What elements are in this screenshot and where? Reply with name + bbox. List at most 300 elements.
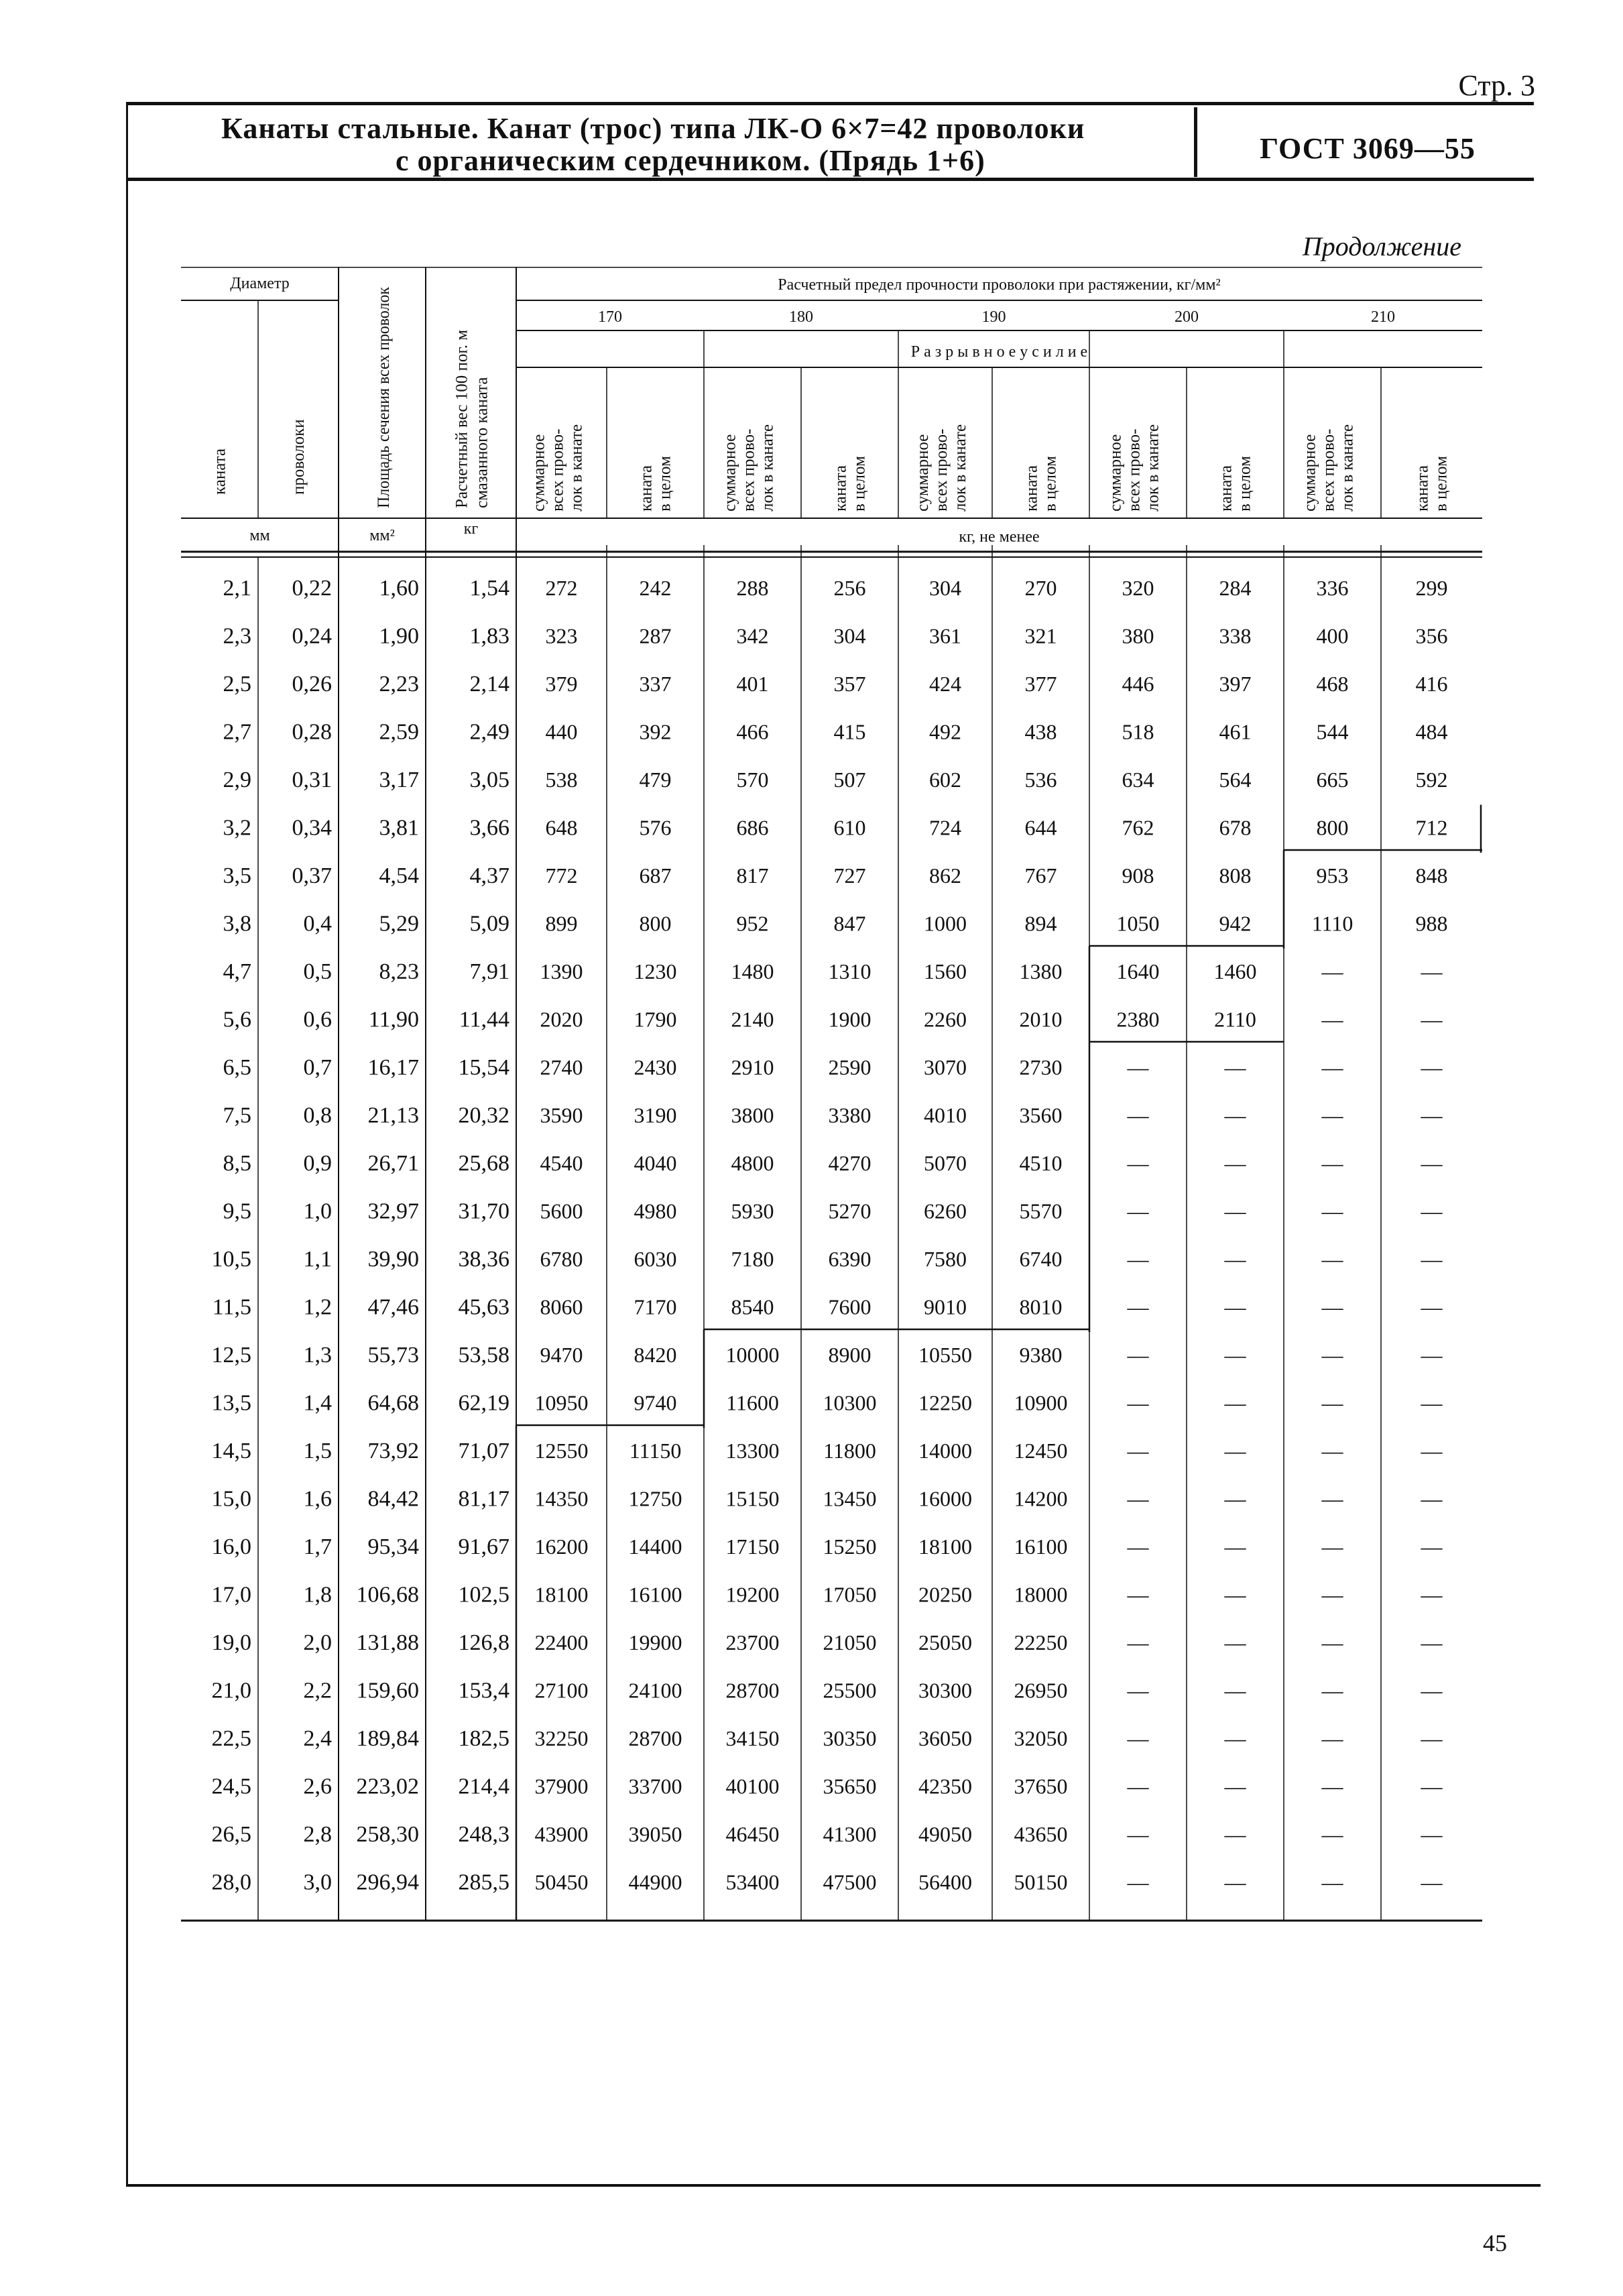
table-cell: 767: [1024, 863, 1057, 888]
table-cell: 762: [1122, 815, 1154, 840]
table-cell: 2,3: [223, 623, 251, 649]
table-cell: 15,54: [458, 1055, 509, 1080]
table-cell: 847: [833, 911, 866, 936]
table-cell: —: [1127, 1534, 1149, 1559]
table-cell: 270: [1024, 576, 1057, 600]
table-cell: 47,46: [367, 1294, 419, 1320]
weight-header-line-2: смазанного каната: [473, 377, 491, 508]
page-label: Стр. 3: [1458, 69, 1535, 102]
whole-rope-header-line-1: каната: [1413, 465, 1432, 511]
table-cell: 10950: [534, 1390, 589, 1415]
table-cell: 3,17: [379, 768, 419, 792]
table-cell: 507: [833, 768, 866, 792]
table-cell: —: [1421, 1199, 1443, 1223]
table-cell: —: [1224, 1103, 1246, 1128]
table-cell: 41300: [823, 1822, 877, 1846]
table-cell: —: [1421, 1774, 1443, 1799]
table-cell: 0,4: [303, 911, 332, 936]
table-cell: —: [1224, 1294, 1246, 1319]
table-cell: 3590: [540, 1103, 583, 1128]
table-cell: 2260: [924, 1007, 967, 1032]
table-cell: —: [1421, 1678, 1443, 1703]
table-cell: 1460: [1213, 959, 1257, 983]
table-cell: 484: [1415, 719, 1448, 744]
table-cell: 648: [545, 815, 578, 840]
table-cell: 6260: [924, 1199, 967, 1223]
table-cell: 32050: [1014, 1726, 1068, 1750]
table-cell: —: [1421, 1582, 1443, 1607]
table-cell: 1,5: [303, 1439, 332, 1463]
table-cell: 37900: [534, 1774, 589, 1799]
table-cell: —: [1224, 1534, 1246, 1559]
table-cell: 610: [833, 815, 866, 840]
table-cell: —: [1127, 1774, 1149, 1799]
document-title-line-2: с органическим сердечником. (Прядь 1+6): [396, 144, 985, 177]
table-cell: 644: [1024, 815, 1057, 840]
table-cell: 1,0: [303, 1199, 332, 1224]
table-cell: —: [1224, 1822, 1246, 1846]
table-cell: 4800: [731, 1151, 774, 1175]
table-cell: 1,7: [303, 1534, 332, 1559]
table-cell: —: [1224, 1774, 1246, 1799]
table-cell: 6,5: [223, 1055, 251, 1080]
table-cell: 39050: [628, 1822, 682, 1846]
table-cell: 19900: [628, 1630, 682, 1654]
table-cell: —: [1127, 1678, 1149, 1703]
table-cell: 894: [1024, 911, 1057, 936]
strength-value-170: 170: [598, 308, 622, 326]
table-cell: 8,5: [223, 1151, 251, 1176]
table-cell: 10000: [725, 1343, 780, 1367]
left-margin-rule: [126, 181, 128, 2185]
table-cell: 18100: [918, 1534, 972, 1559]
table-cell: 33700: [628, 1774, 682, 1799]
wire-diameter-header: проволоки: [290, 419, 308, 495]
table-cell: 380: [1122, 623, 1154, 648]
table-cell: 11150: [629, 1439, 682, 1463]
table-cell: 17150: [725, 1534, 780, 1559]
table-cell: 2740: [540, 1055, 583, 1079]
table-cell: 17050: [823, 1582, 877, 1607]
table-cell: 26,71: [367, 1151, 419, 1176]
table-cell: 2,0: [303, 1630, 332, 1655]
table-cell: —: [1224, 1055, 1246, 1079]
bottom-rule: [126, 2184, 1541, 2187]
table-cell: 2,9: [223, 768, 251, 792]
table-cell: —: [1224, 1390, 1246, 1415]
table-cell: 848: [1415, 863, 1448, 888]
table-cell: 44900: [628, 1870, 682, 1894]
table-cell: 50150: [1014, 1870, 1068, 1894]
table-cell: 8060: [540, 1294, 583, 1319]
table-cell: —: [1224, 1247, 1246, 1271]
table-cell: —: [1321, 1007, 1343, 1032]
table-cell: —: [1127, 1247, 1149, 1271]
table-cell: 400: [1316, 623, 1349, 648]
table-cell: —: [1321, 1678, 1343, 1703]
table-cell: 17,0: [211, 1582, 251, 1608]
table-cell: 3560: [1019, 1103, 1063, 1128]
table-cell: 71,07: [458, 1439, 509, 1463]
table-cell: —: [1224, 1343, 1246, 1367]
table-cell: —: [1321, 1534, 1343, 1559]
table-cell: 3,5: [223, 863, 251, 888]
table-cell: 377: [1024, 672, 1057, 696]
table-cell: —: [1421, 1726, 1443, 1750]
table-cell: 817: [736, 863, 769, 888]
table-cell: 2,59: [379, 719, 419, 745]
table-cell: —: [1321, 1199, 1343, 1223]
table-cell: 2730: [1019, 1055, 1063, 1079]
table-cell: 12450: [1014, 1439, 1068, 1463]
table-cell: 9,5: [223, 1199, 251, 1224]
table-cell: —: [1321, 1103, 1343, 1128]
table-cell: —: [1127, 1726, 1149, 1750]
table-cell: 665: [1316, 768, 1349, 792]
table-cell: 189,84: [356, 1726, 419, 1751]
table-cell: 942: [1219, 911, 1252, 936]
table-cell: 2910: [731, 1055, 774, 1079]
table-cell: 1050: [1116, 911, 1160, 936]
table-cell: 3,81: [379, 815, 419, 841]
table-cell: 14350: [534, 1486, 589, 1511]
table-cell: —: [1127, 1630, 1149, 1654]
document-title-line-1: Канаты стальные. Канат (трос) типа ЛК-О 6×7=42 проволоки: [221, 112, 1085, 145]
table-cell: 284: [1219, 576, 1252, 600]
table-cell: 7600: [828, 1294, 871, 1319]
whole-rope-header-line-2: в целом: [850, 456, 869, 511]
table-cell: 16200: [534, 1534, 589, 1559]
diameter-header: Диаметр: [230, 275, 290, 292]
table-cell: 7,91: [469, 959, 509, 984]
table-cell: 0,22: [292, 576, 332, 601]
table-cell: 544: [1316, 719, 1349, 744]
strength-value-210: 210: [1371, 308, 1395, 326]
strength-value-190: 190: [981, 308, 1006, 326]
table-cell: 686: [736, 815, 769, 840]
table-cell: —: [1224, 1630, 1246, 1654]
table-cell: 35650: [823, 1774, 877, 1799]
table-cell: 1380: [1019, 959, 1063, 983]
table-cell: 1790: [634, 1007, 677, 1032]
table-cell: —: [1224, 1199, 1246, 1223]
table-cell: 337: [639, 672, 672, 696]
table-cell: 446: [1122, 672, 1154, 696]
table-cell: 53400: [725, 1870, 780, 1894]
table-cell: 37650: [1014, 1774, 1068, 1799]
table-cell: 1,1: [303, 1247, 332, 1272]
table-cell: 182,5: [458, 1726, 509, 1751]
table-cell: 256: [833, 576, 866, 600]
table-cell: 38,36: [458, 1247, 509, 1272]
table-cell: 3,8: [223, 911, 251, 936]
table-cell: 304: [929, 576, 961, 600]
table-cell: 21,0: [211, 1678, 251, 1703]
table-cell: 223,02: [356, 1774, 419, 1799]
table-cell: 479: [639, 768, 672, 792]
table-cell: —: [1127, 1151, 1149, 1175]
table-cell: 1,2: [303, 1294, 332, 1320]
table-cell: 6780: [540, 1247, 583, 1271]
table-cell: 1310: [828, 959, 871, 983]
table-cell: 272: [545, 576, 578, 600]
table-cell: 4270: [828, 1151, 871, 1175]
table-cell: 361: [929, 623, 961, 648]
sum-wires-header-line-1: суммарное: [914, 434, 932, 511]
table-cell: 11800: [823, 1439, 876, 1463]
table-cell: 712: [1415, 815, 1448, 840]
table-cell: 56400: [918, 1870, 972, 1894]
sum-wires-header-line-3: лок в канате: [567, 424, 586, 511]
table-cell: 242: [639, 576, 672, 600]
table-cell: 15,0: [211, 1486, 251, 1512]
table-cell: 10900: [1014, 1390, 1068, 1415]
table-cell: —: [1321, 1726, 1343, 1750]
table-cell: 576: [639, 815, 672, 840]
table-cell: 0,34: [292, 815, 332, 841]
table-cell: 438: [1024, 719, 1057, 744]
whole-rope-header-line-2: в целом: [1041, 456, 1060, 511]
table-cell: 31,70: [458, 1199, 509, 1224]
table-cell: 16100: [1014, 1534, 1068, 1559]
table-cell: 5,6: [223, 1007, 251, 1032]
table-cell: 1,3: [303, 1343, 332, 1368]
table-cell: 0,24: [292, 623, 332, 649]
table-cell: 28,0: [211, 1870, 251, 1895]
table-cell: 772: [545, 863, 578, 888]
table-cell: 32250: [534, 1726, 589, 1750]
table-cell: 338: [1219, 623, 1252, 648]
table-cell: 84,42: [367, 1486, 419, 1512]
table-cell: 8540: [731, 1294, 774, 1319]
table-cell: —: [1127, 1822, 1149, 1846]
table-cell: 356: [1415, 623, 1448, 648]
strength-value-180: 180: [789, 308, 813, 326]
table-cell: 55,73: [367, 1343, 419, 1368]
table-cell: 953: [1316, 863, 1349, 888]
table-cell: 10550: [918, 1343, 972, 1367]
table-cell: —: [1321, 1486, 1343, 1511]
table-cell: 0,5: [303, 959, 332, 984]
table-cell: 24,5: [211, 1774, 251, 1799]
table-cell: 159,60: [356, 1678, 419, 1703]
table-cell: —: [1127, 1199, 1149, 1223]
table-cell: —: [1421, 1439, 1443, 1463]
unit-mm: мм: [249, 527, 270, 544]
sum-wires-header-line-3: лок в канате: [1338, 424, 1357, 511]
table-cell: 214,4: [458, 1774, 509, 1799]
table-cell: 2590: [828, 1055, 871, 1079]
table-cell: 95,34: [367, 1534, 419, 1559]
table-cell: 342: [736, 623, 769, 648]
table-cell: 0,6: [303, 1007, 332, 1032]
table-cell: 401: [736, 672, 769, 696]
table-cell: 5930: [731, 1199, 774, 1223]
rope-diameter-header: каната: [211, 448, 229, 495]
table-cell: 379: [545, 672, 578, 696]
table-cell: 988: [1415, 911, 1448, 936]
table-cell: —: [1321, 1390, 1343, 1415]
sum-wires-header-line-2: всех прово-: [933, 428, 951, 511]
table-cell: 3,0: [303, 1870, 332, 1895]
table-cell: 22400: [534, 1630, 589, 1654]
whole-rope-header-line-1: каната: [637, 465, 656, 511]
table-cell: 287: [639, 623, 672, 648]
table-cell: 0,37: [292, 863, 332, 888]
table-cell: —: [1127, 1439, 1149, 1463]
whole-rope-header-line-1: каната: [1217, 465, 1236, 511]
standard-number: ГОСТ 3069—55: [1260, 132, 1476, 165]
table-cell: 468: [1316, 672, 1349, 696]
table-cell: 592: [1415, 768, 1448, 792]
whole-rope-header-line-2: в целом: [1432, 456, 1451, 511]
table-cell: 24100: [628, 1678, 682, 1703]
table-cell: —: [1421, 1294, 1443, 1319]
table-cell: —: [1421, 1055, 1443, 1079]
table-cell: 3190: [634, 1103, 677, 1128]
area-header: Площадь сечения всех проволок: [375, 276, 393, 508]
table-cell: 392: [639, 719, 672, 744]
continuation-label: Продолжение: [1302, 231, 1461, 261]
table-cell: 2,6: [303, 1774, 332, 1799]
table-cell: 2110: [1214, 1007, 1256, 1032]
table-cell: 466: [736, 719, 769, 744]
table-cell: 2,5: [223, 672, 251, 697]
table-cell: 49050: [918, 1822, 972, 1846]
table-cell: 22250: [1014, 1630, 1068, 1654]
table-cell: 1,4: [303, 1390, 332, 1416]
table-cell: 12250: [918, 1390, 972, 1415]
table-cell: 1480: [731, 959, 774, 983]
table-cell: 7580: [924, 1247, 967, 1271]
table-cell: 16,17: [367, 1055, 419, 1080]
table-cell: 26,5: [211, 1822, 251, 1847]
table-cell: 1,60: [379, 576, 419, 601]
strength-header: Расчетный предел прочности проволоки при растяжении, кг/мм²: [778, 276, 1221, 294]
table-cell: 27100: [534, 1678, 589, 1703]
table-cell: 8010: [1019, 1294, 1063, 1319]
sum-wires-header-line-3: лок в канате: [951, 424, 969, 511]
table-cell: 727: [833, 863, 866, 888]
table-cell: 440: [545, 719, 578, 744]
table-cell: 12750: [628, 1486, 682, 1511]
table-cell: —: [1321, 1151, 1343, 1175]
table-cell: 10,5: [211, 1247, 251, 1272]
table-cell: 8,23: [379, 959, 419, 984]
table-cell: 36050: [918, 1726, 972, 1750]
table-cell: —: [1127, 1343, 1149, 1367]
table-cell: 2,14: [469, 672, 509, 697]
whole-rope-header-line-2: в целом: [656, 456, 674, 511]
table-cell: 908: [1122, 863, 1154, 888]
table-cell: 16000: [918, 1486, 972, 1511]
table-cell: —: [1421, 1390, 1443, 1415]
table-cell: 416: [1415, 672, 1448, 696]
table-cell: 7,5: [223, 1103, 251, 1128]
table-cell: —: [1421, 1534, 1443, 1559]
table-cell: —: [1421, 1486, 1443, 1511]
table-cell: 299: [1415, 576, 1448, 600]
table-cell: 14,5: [211, 1439, 251, 1463]
table-cell: 131,88: [356, 1630, 419, 1655]
rope-table-svg: [181, 267, 1482, 1928]
table-cell: 1560: [924, 959, 967, 983]
table-cell: 28700: [628, 1726, 682, 1750]
table-cell: 357: [833, 672, 866, 696]
table-cell: 2,7: [223, 719, 251, 745]
table-cell: —: [1224, 1151, 1246, 1175]
table-cell: —: [1321, 1343, 1343, 1367]
table-cell: 9380: [1019, 1343, 1063, 1367]
table-cell: —: [1421, 1630, 1443, 1654]
strength-value-200: 200: [1175, 308, 1199, 326]
table-cell: 47500: [823, 1870, 877, 1894]
table-cell: 862: [929, 863, 961, 888]
table-cell: 800: [639, 911, 672, 936]
table-cell: 20,32: [458, 1103, 509, 1128]
table-cell: —: [1321, 1774, 1343, 1799]
table-cell: —: [1127, 1582, 1149, 1607]
sum-wires-header-line-2: всех прово-: [1125, 428, 1144, 511]
sum-wires-header-line-1: суммарное: [721, 434, 739, 511]
whole-rope-header-line-1: каната: [831, 465, 850, 511]
table-cell: 4,54: [379, 863, 419, 888]
table-cell: 3070: [924, 1055, 967, 1079]
table-cell: 11,90: [368, 1007, 419, 1032]
header-divider: [1194, 107, 1197, 177]
table-cell: 18100: [534, 1582, 589, 1607]
whole-rope-header-line-2: в целом: [1236, 456, 1254, 511]
whole-rope-header-line-1: каната: [1022, 465, 1041, 511]
table-cell: 461: [1219, 719, 1252, 744]
table-cell: 2,2: [303, 1678, 332, 1703]
table-cell: 288: [736, 576, 769, 600]
sum-wires-header-line-3: лок в канате: [758, 424, 777, 511]
table-cell: 2010: [1019, 1007, 1063, 1032]
table-cell: —: [1321, 1822, 1343, 1846]
table-cell: 12550: [534, 1439, 589, 1463]
table-cell: 7170: [634, 1294, 677, 1319]
table-cell: 952: [736, 911, 769, 936]
table-cell: 397: [1219, 672, 1252, 696]
table-cell: 25050: [918, 1630, 972, 1654]
table-cell: —: [1224, 1582, 1246, 1607]
table-cell: 46450: [725, 1822, 780, 1846]
table-cell: 20250: [918, 1582, 972, 1607]
table-cell: 1000: [924, 911, 967, 936]
table-cell: 5070: [924, 1151, 967, 1175]
table-cell: —: [1421, 1343, 1443, 1367]
table-cell: 81,17: [458, 1486, 509, 1512]
table-cell: —: [1321, 1247, 1343, 1271]
table-cell: —: [1224, 1486, 1246, 1511]
table-cell: —: [1421, 1007, 1443, 1032]
table-cell: 4980: [634, 1199, 677, 1223]
table-cell: 808: [1219, 863, 1252, 888]
table-cell: 3,66: [469, 815, 509, 841]
table-cell: 4,37: [469, 863, 509, 888]
table-cell: 602: [929, 768, 961, 792]
table-cell: 30300: [918, 1678, 972, 1703]
table-cell: 23700: [725, 1630, 780, 1654]
table-cell: —: [1127, 1055, 1149, 1079]
table-cell: —: [1321, 1055, 1343, 1079]
table-cell: —: [1421, 1151, 1443, 1175]
table-cell: —: [1224, 1870, 1246, 1894]
table-cell: —: [1127, 1294, 1149, 1319]
table-cell: 19200: [725, 1582, 780, 1607]
table-cell: —: [1421, 1103, 1443, 1128]
